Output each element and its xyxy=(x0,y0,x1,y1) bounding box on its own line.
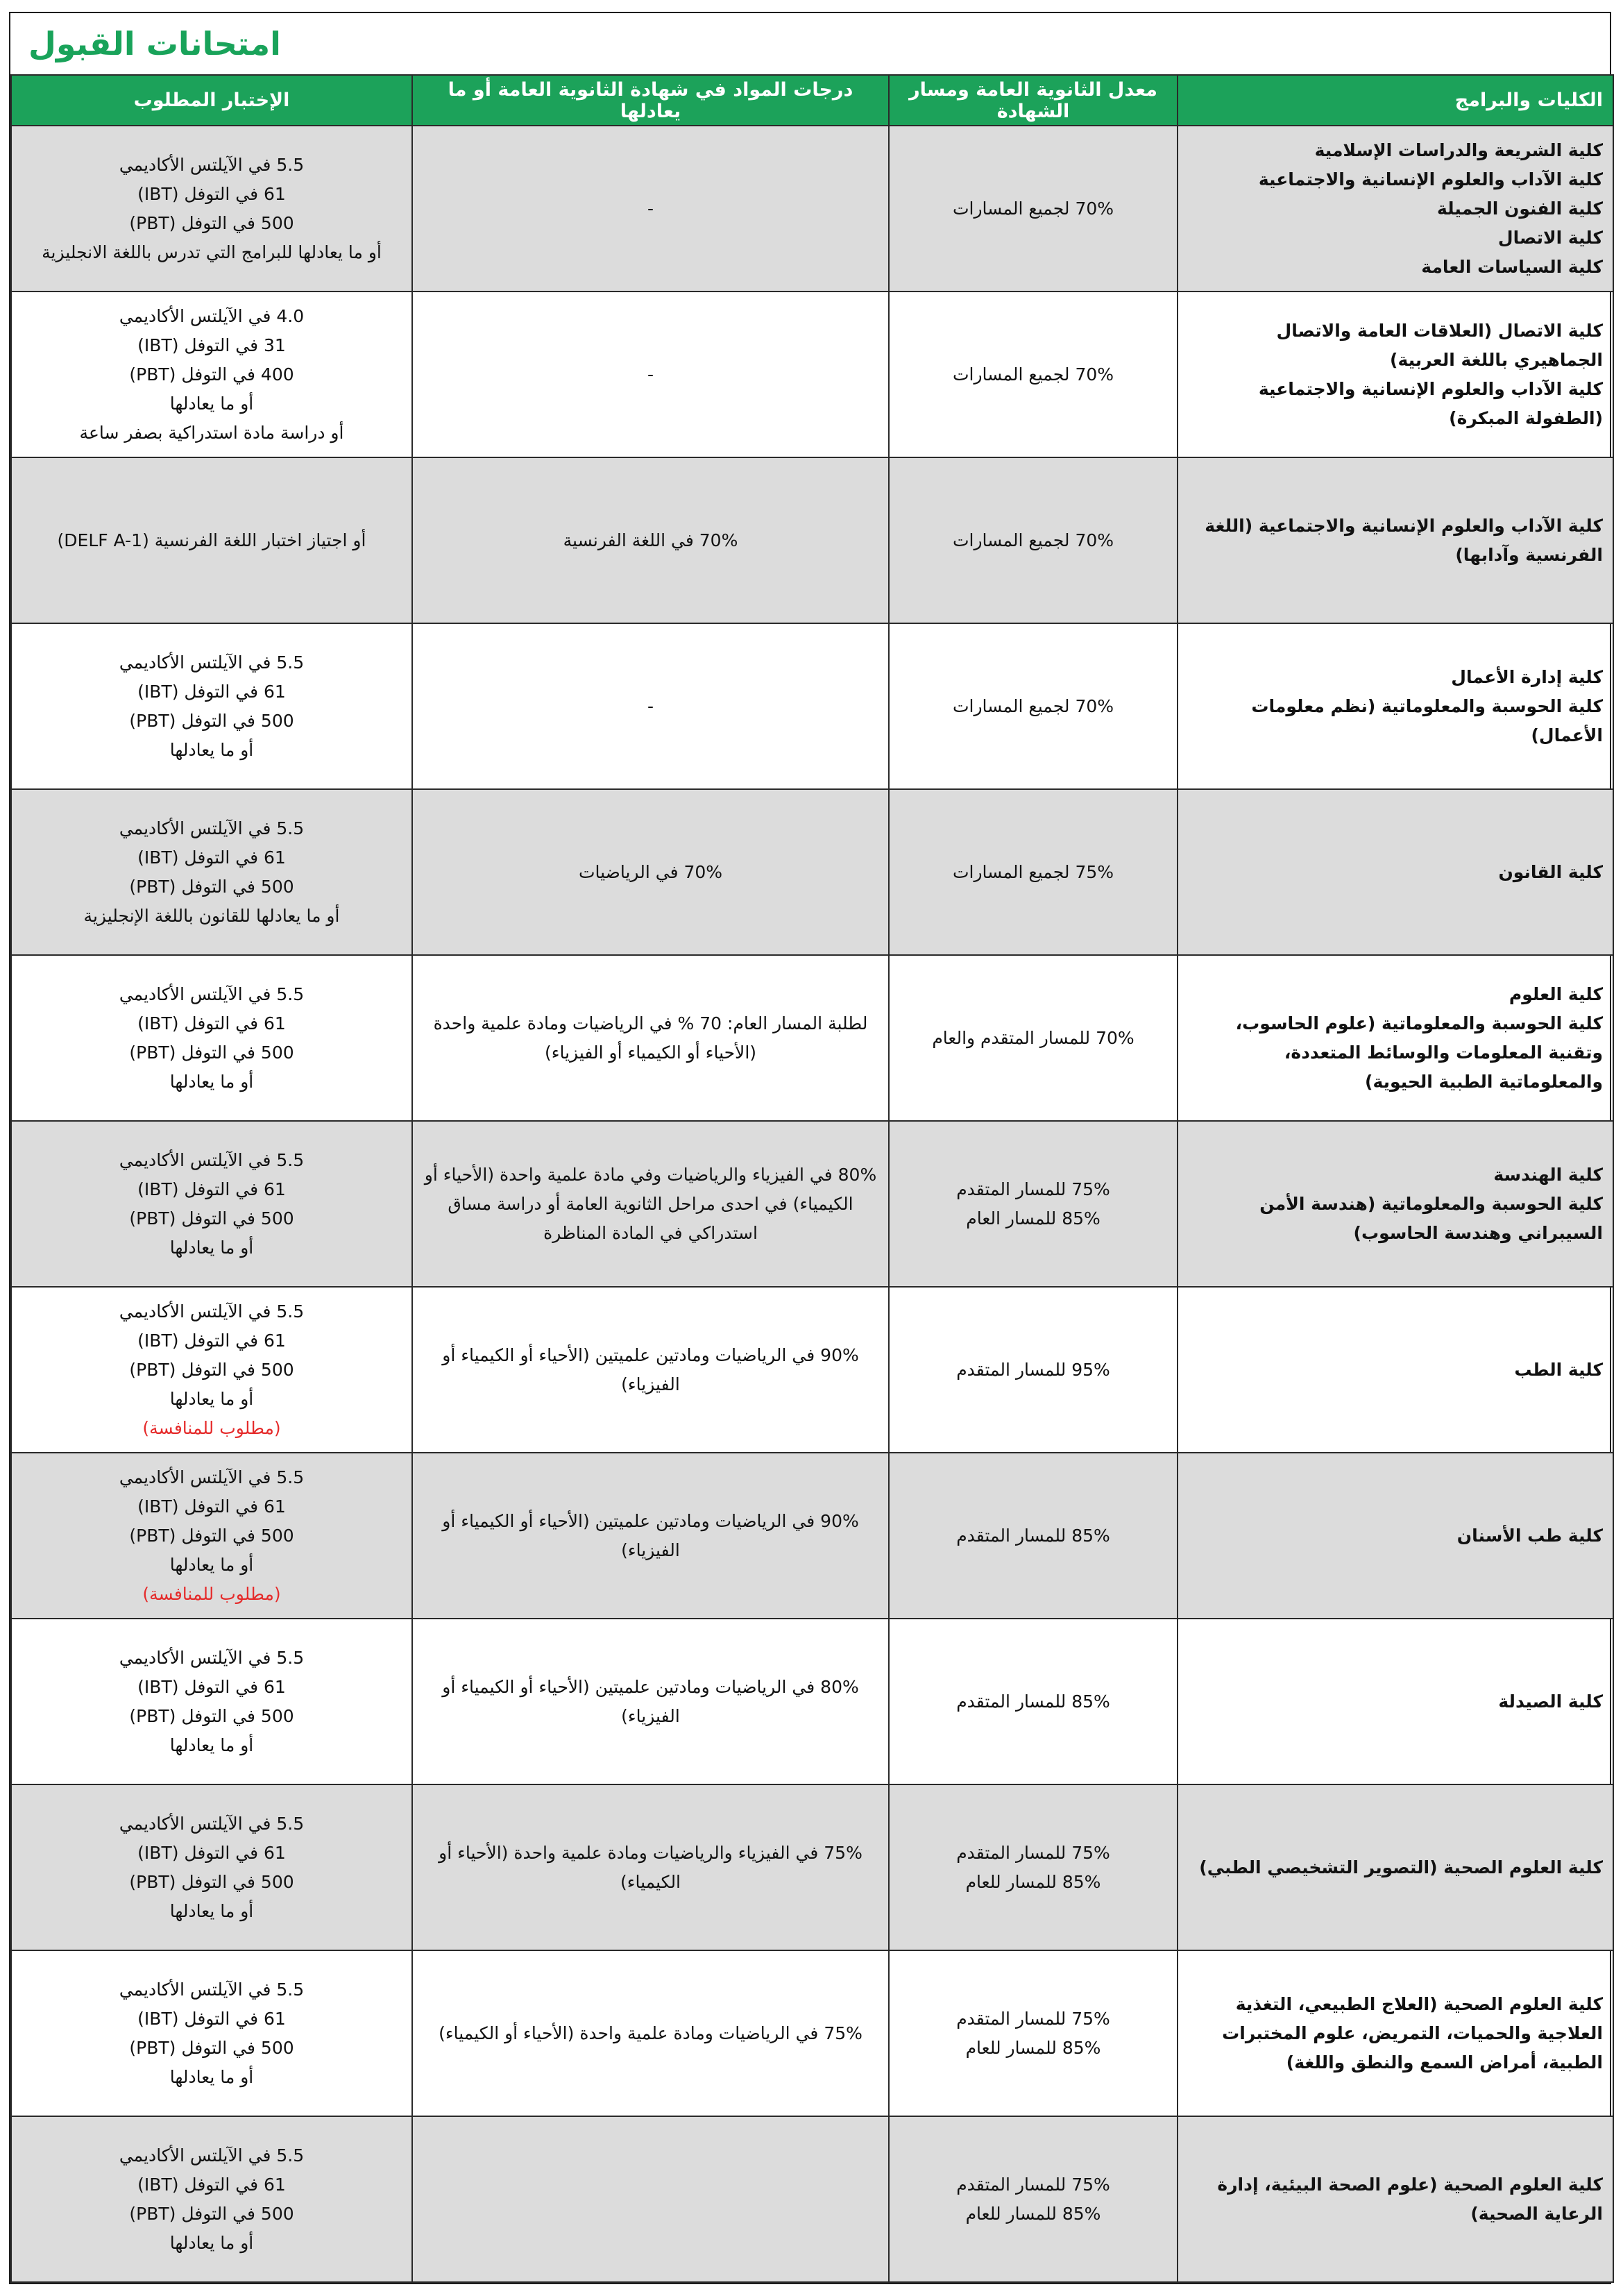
test-line: 61 في التوفل (IBT) xyxy=(137,183,286,204)
gpa-cell xyxy=(889,1950,1178,2116)
programs-cell xyxy=(1178,955,1613,1121)
program-name: كلية الفنون الجميلة xyxy=(1437,198,1603,219)
programs-cell xyxy=(1178,1619,1613,1784)
gpa-cell xyxy=(889,789,1178,955)
test-line: 5.5 في الآيلتس الأكاديمي xyxy=(119,1301,305,1322)
program-name: كلية الشريعة والدراسات الإسلامية xyxy=(1314,140,1603,160)
test-cell xyxy=(11,1950,412,2116)
test-line: 61 في التوفل (IBT) xyxy=(137,1496,286,1517)
test-cell xyxy=(11,292,412,457)
gpa-cell xyxy=(889,1453,1178,1619)
test-line: أو ما يعادلها xyxy=(169,1071,254,1092)
test-line: أو ما يعادلها xyxy=(169,1900,254,1921)
program-name: كلية الآداب والعلوم الإنسانية والاجتماعية (الطفولة المبكرة) xyxy=(1258,378,1603,428)
gpa-line: 75% للمسار المتقدم xyxy=(956,2008,1110,2029)
test-line: 61 في التوفل (IBT) xyxy=(137,2174,286,2195)
program-name: كلية العلوم الصحية (التصوير التشخيصي الطبي) xyxy=(1199,1857,1603,1877)
test-cell xyxy=(11,1784,412,1950)
programs-cell xyxy=(1178,1784,1613,1950)
program-name: كلية الحوسبة والمعلوماتية (هندسة الأمن السيبراني وهندسة الحاسوب) xyxy=(1259,1193,1603,1243)
subjects-cell xyxy=(412,1453,889,1619)
subjects-line: 70% في الرياضيات xyxy=(578,861,723,882)
programs-cell xyxy=(1178,1287,1613,1453)
test-line: 5.5 في الآيلتس الأكاديمي xyxy=(119,984,305,1004)
gpa-cell xyxy=(889,623,1178,789)
header-subjects: درجات المواد في شهادة الثانوية العامة أو ما يعادلها xyxy=(412,75,889,126)
test-line: 500 في التوفل (PBT) xyxy=(129,1871,294,1892)
competition-note: (مطلوب للمنافسة) xyxy=(142,1417,281,1438)
table-row xyxy=(11,1453,1613,1619)
test-line: أو ما يعادلها xyxy=(169,1237,254,1258)
subjects-cell xyxy=(412,457,889,623)
gpa-line: 85% للمسار العام xyxy=(966,1208,1101,1229)
subjects-cell xyxy=(412,1619,889,1784)
test-line: 4.0 في الآيلتس الأكاديمي xyxy=(119,305,305,326)
programs-cell xyxy=(1178,292,1613,457)
test-line: 500 في التوفل (PBT) xyxy=(129,212,294,233)
program-name: كلية القانون xyxy=(1498,861,1603,882)
test-line: أو اجتياز اختبار اللغة الفرنسية (DELF A-1) xyxy=(57,530,366,550)
test-line: 61 في التوفل (IBT) xyxy=(137,1842,286,1863)
test-line: 500 في التوفل (PBT) xyxy=(129,1525,294,1546)
test-cell xyxy=(11,126,412,292)
gpa-line: 75% للمسار المتقدم xyxy=(956,1179,1110,1199)
subjects-line: - xyxy=(647,364,654,385)
test-line: 61 في التوفل (IBT) xyxy=(137,1330,286,1351)
test-line: أو ما يعادلها للقانون باللغة الإنجليزية xyxy=(83,905,340,926)
gpa-cell xyxy=(889,1619,1178,1784)
gpa-line: 85% للمسار للعام xyxy=(965,2037,1101,2058)
competition-note: (مطلوب للمنافسة) xyxy=(142,1583,281,1604)
gpa-cell xyxy=(889,457,1178,623)
programs-cell xyxy=(1178,2116,1613,2282)
program-name: كلية الآداب والعلوم الإنسانية والاجتماعية xyxy=(1258,169,1603,189)
subjects-cell xyxy=(412,1950,889,2116)
programs-cell xyxy=(1178,1453,1613,1619)
program-name: كلية الصيدلة xyxy=(1498,1691,1603,1712)
subjects-cell xyxy=(412,2116,889,2282)
test-line: أو ما يعادلها xyxy=(169,2232,254,2253)
test-cell xyxy=(11,1121,412,1287)
test-line: 500 في التوفل (PBT) xyxy=(129,1042,294,1063)
subjects-cell xyxy=(412,789,889,955)
test-line: 61 في التوفل (IBT) xyxy=(137,847,286,868)
test-line: أو ما يعادلها xyxy=(169,393,254,414)
subjects-cell xyxy=(412,1784,889,1950)
subjects-line: 75% في الرياضيات ومادة علمية واحدة (الأحياء أو الكيمياء) xyxy=(439,2023,863,2043)
test-line: 61 في التوفل (IBT) xyxy=(137,681,286,702)
gpa-cell xyxy=(889,126,1178,292)
test-line: 5.5 في الآيلتس الأكاديمي xyxy=(119,1979,305,2000)
admissions-table xyxy=(10,74,1614,2283)
subjects-line: لطلبة المسار العام: 70 % في الرياضيات ومادة علمية واحدة (الأحياء أو الكيمياء أو الفيزياء) xyxy=(433,1013,868,1063)
program-name: كلية الآداب والعلوم الإنسانية والاجتماعية (اللغة الفرنسية وآدابها) xyxy=(1205,515,1603,565)
test-line: 500 في التوفل (PBT) xyxy=(129,1208,294,1229)
program-name: كلية العلوم الصحية (علوم الصحة البيئية، إدارة الرعاية الصحية) xyxy=(1217,2174,1603,2224)
program-name: كلية العلوم الصحية (العلاج الطبيعي، التغذية العلاجية والحميات، التمريض، علوم المختبرات الطبية، أمراض السمع والنطق واللغة) xyxy=(1222,1993,1603,2073)
table-row xyxy=(11,1784,1613,1950)
test-cell xyxy=(11,1287,412,1453)
table-row xyxy=(11,955,1613,1121)
program-name: كلية الاتصال (العلاقات العامة والاتصال الجماهيري باللغة العربية) xyxy=(1276,320,1603,370)
gpa-cell xyxy=(889,1121,1178,1287)
test-line: 500 في التوفل (PBT) xyxy=(129,1705,294,1726)
table-row xyxy=(11,1619,1613,1784)
test-line: أو ما يعادلها xyxy=(169,739,254,760)
test-line: أو دراسة مادة استدراكية بصفر ساعة xyxy=(79,422,344,443)
test-line: أو ما يعادلها xyxy=(169,2066,254,2087)
subjects-cell xyxy=(412,126,889,292)
gpa-line: 70% لجميع المسارات xyxy=(952,364,1114,385)
header-gpa: معدل الثانوية العامة ومسار الشهادة xyxy=(889,75,1178,126)
subjects-cell xyxy=(412,955,889,1121)
programs-cell xyxy=(1178,457,1613,623)
gpa-line: 85% للمسار للعام xyxy=(965,2203,1101,2224)
test-line: 500 في التوفل (PBT) xyxy=(129,710,294,731)
test-cell xyxy=(11,457,412,623)
page-title: امتحانات القبول xyxy=(28,25,281,62)
subjects-line: 90% في الرياضيات ومادتين علميتين (الأحياء أو الكيمياء أو الفيزياء) xyxy=(442,1510,859,1560)
gpa-cell xyxy=(889,292,1178,457)
gpa-cell xyxy=(889,955,1178,1121)
gpa-line: 70% لجميع المسارات xyxy=(952,198,1114,219)
subjects-cell xyxy=(412,1121,889,1287)
test-line: 400 في التوفل (PBT) xyxy=(129,364,294,385)
program-name: كلية الطب xyxy=(1514,1359,1603,1380)
programs-cell xyxy=(1178,1950,1613,2116)
test-line: 61 في التوفل (IBT) xyxy=(137,2008,286,2029)
test-line: 61 في التوفل (IBT) xyxy=(137,1676,286,1697)
gpa-cell xyxy=(889,1784,1178,1950)
header-programs: الكليات والبرامج xyxy=(1178,75,1613,126)
table-row xyxy=(11,1950,1613,2116)
gpa-cell xyxy=(889,1287,1178,1453)
subjects-line: - xyxy=(647,198,654,219)
test-line: أو ما يعادلها xyxy=(169,1388,254,1409)
gpa-line: 95% للمسار المتقدم xyxy=(956,1359,1110,1380)
subjects-line: 75% في الفيزياء والرياضيات ومادة علمية واحدة (الأحياء أو الكيمياء) xyxy=(439,1842,863,1892)
test-cell xyxy=(11,1453,412,1619)
test-line: 5.5 في الآيلتس الأكاديمي xyxy=(119,652,305,673)
subjects-line: 80% في الرياضيات ومادتين علميتين (الأحياء أو الكيمياء أو الفيزياء) xyxy=(442,1676,859,1726)
test-line: 61 في التوفل (IBT) xyxy=(137,1179,286,1199)
subjects-line: - xyxy=(647,695,654,716)
test-cell xyxy=(11,955,412,1121)
program-name: كلية الاتصال xyxy=(1497,227,1603,248)
test-line: 500 في التوفل (PBT) xyxy=(129,876,294,897)
program-name: كلية الهندسة xyxy=(1493,1164,1603,1185)
subjects-line: 70% في اللغة الفرنسية xyxy=(563,530,738,550)
test-line: أو ما يعادلها xyxy=(169,1734,254,1755)
gpa-line: 70% لجميع المسارات xyxy=(952,530,1114,550)
test-cell xyxy=(11,1619,412,1784)
gpa-line: 85% للمسار المتقدم xyxy=(956,1525,1110,1546)
gpa-cell xyxy=(889,2116,1178,2282)
subjects-line: 80% في الفيزياء والرياضيات وفي مادة علمية واحدة (الأحياء أو الكيمياء) في احدى مراحل الثانوية العامة أو دراسة مساق استدراكي في المادة المناظرة xyxy=(424,1164,877,1243)
table-row xyxy=(11,623,1613,789)
table-row xyxy=(11,126,1613,292)
table-body xyxy=(11,126,1613,2282)
table-row xyxy=(11,789,1613,955)
subjects-line: 90% في الرياضيات ومادتين علميتين (الأحياء أو الكيمياء أو الفيزياء) xyxy=(442,1344,859,1394)
gpa-line: 75% للمسار المتقدم xyxy=(956,2174,1110,2195)
programs-cell xyxy=(1178,126,1613,292)
table-row xyxy=(11,457,1613,623)
program-name: كلية طب الأسنان xyxy=(1456,1525,1603,1546)
header-test: الإختبار المطلوب xyxy=(11,75,412,126)
gpa-line: 70% للمسار المتقدم والعام xyxy=(932,1027,1135,1048)
table-row xyxy=(11,292,1613,457)
test-line: 5.5 في الآيلتس الأكاديمي xyxy=(119,1467,305,1487)
gpa-line: 85% للمسار المتقدم xyxy=(956,1691,1110,1712)
subjects-cell xyxy=(412,1287,889,1453)
test-line: 5.5 في الآيلتس الأكاديمي xyxy=(119,2145,305,2166)
test-line: 5.5 في الآيلتس الأكاديمي xyxy=(119,154,305,175)
test-line: أو ما يعادلها للبرامج التي تدرس باللغة الانجليزية xyxy=(42,242,382,262)
test-line: 5.5 في الآيلتس الأكاديمي xyxy=(119,1647,305,1668)
gpa-line: 75% للمسار المتقدم xyxy=(956,1842,1110,1863)
test-cell xyxy=(11,2116,412,2282)
gpa-line: 85% للمسار للعام xyxy=(965,1871,1101,1892)
test-line: أو ما يعادلها xyxy=(169,1554,254,1575)
test-cell xyxy=(11,623,412,789)
test-line: 5.5 في الآيلتس الأكاديمي xyxy=(119,818,305,838)
subjects-cell xyxy=(412,292,889,457)
subjects-cell xyxy=(412,623,889,789)
table-row xyxy=(11,1121,1613,1287)
program-name: كلية العلوم xyxy=(1509,984,1603,1004)
programs-cell xyxy=(1178,623,1613,789)
test-line: 500 في التوفل (PBT) xyxy=(129,1359,294,1380)
program-name: كلية إدارة الأعمال xyxy=(1451,666,1603,687)
programs-cell xyxy=(1178,789,1613,955)
title-band xyxy=(10,13,1610,74)
program-name: كلية الحوسبة والمعلوماتية (علوم الحاسوب، وتقنية المعلومات والوسائط المتعددة، والمعلوماتية الطبية الحيوية) xyxy=(1235,1013,1603,1092)
test-line: 500 في التوفل (PBT) xyxy=(129,2037,294,2058)
program-name: كلية الحوسبة والمعلوماتية (نظم معلومات الأعمال) xyxy=(1251,695,1603,745)
test-line: 61 في التوفل (IBT) xyxy=(137,1013,286,1033)
test-cell xyxy=(11,789,412,955)
gpa-line: 75% لجميع المسارات xyxy=(952,861,1114,882)
table-row xyxy=(11,1287,1613,1453)
table-row xyxy=(11,2116,1613,2282)
test-line: 5.5 في الآيلتس الأكاديمي xyxy=(119,1149,305,1170)
header-row xyxy=(11,75,1613,126)
program-name: كلية السياسات العامة xyxy=(1421,256,1603,277)
test-line: 31 في التوفل (IBT) xyxy=(137,335,286,355)
test-line: 500 في التوفل (PBT) xyxy=(129,2203,294,2224)
programs-cell xyxy=(1178,1121,1613,1287)
table-header xyxy=(11,75,1613,126)
gpa-line: 70% لجميع المسارات xyxy=(952,695,1114,716)
admission-sheet xyxy=(9,12,1611,2284)
test-line: 5.5 في الآيلتس الأكاديمي xyxy=(119,1813,305,1834)
